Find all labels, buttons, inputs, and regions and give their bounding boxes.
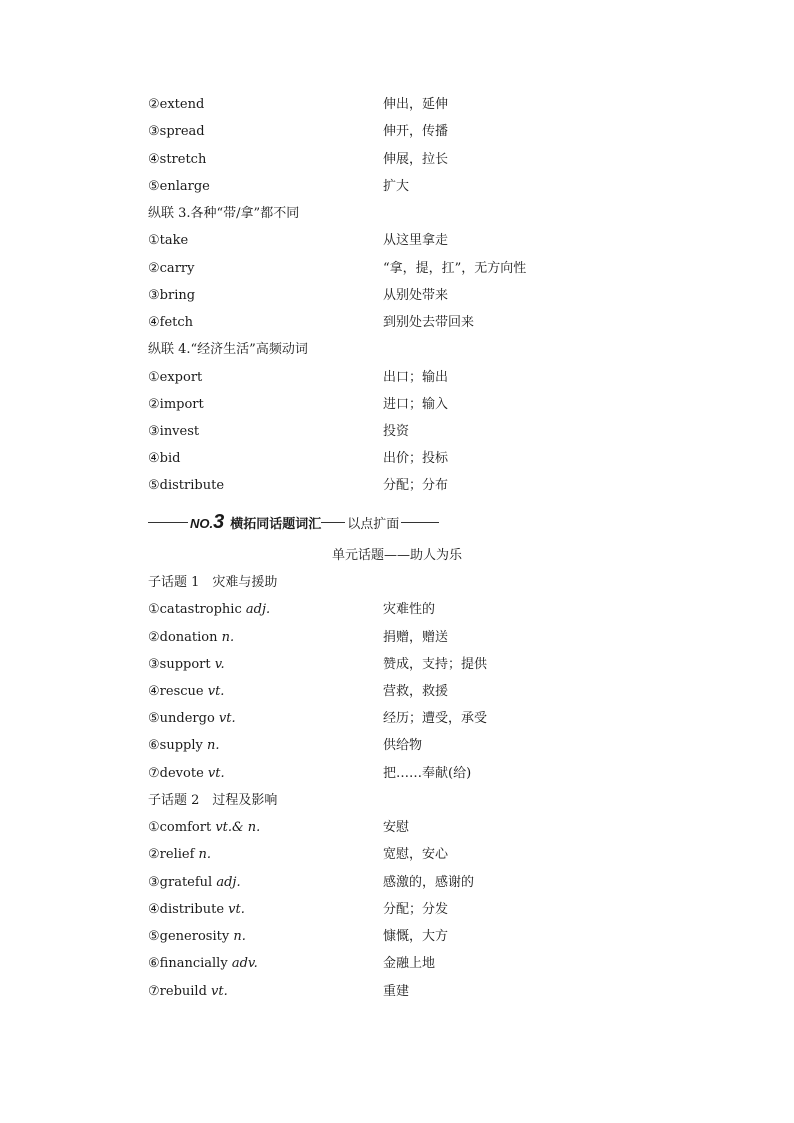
definition: 从别处带来 bbox=[383, 288, 449, 303]
vocab-row bbox=[148, 448, 708, 470]
term: ③bring bbox=[148, 288, 196, 303]
vocab-row bbox=[148, 681, 708, 703]
definition: 把……奉献(给) bbox=[383, 766, 472, 781]
vocab-row bbox=[148, 844, 708, 866]
part-of-speech: n. bbox=[198, 847, 212, 862]
definition: 营救，救援 bbox=[383, 684, 449, 699]
vocab-row bbox=[148, 230, 708, 252]
divider-line bbox=[321, 522, 345, 523]
term: ④rescue vt. bbox=[148, 684, 225, 699]
term: ④fetch bbox=[148, 315, 194, 330]
part-of-speech: vt. bbox=[218, 711, 236, 726]
part-of-speech: adj. bbox=[245, 602, 271, 617]
section-title: 横拓同话题词汇 bbox=[230, 516, 322, 532]
definition: 宽慰，安心 bbox=[383, 847, 449, 862]
divider-line bbox=[148, 522, 188, 523]
term: ③invest bbox=[148, 424, 200, 439]
term: ①export bbox=[148, 370, 203, 385]
term: ①catastrophic adj. bbox=[148, 602, 271, 617]
vocab-row bbox=[148, 475, 708, 497]
part-of-speech: vt. bbox=[207, 766, 225, 781]
definition: 投资 bbox=[383, 424, 410, 439]
term: ②extend bbox=[148, 97, 205, 112]
definition: 重建 bbox=[383, 984, 410, 999]
definition: 慷慨，大方 bbox=[383, 929, 449, 944]
definition: 赞成，支持；提供 bbox=[383, 657, 488, 672]
definition: 安慰 bbox=[383, 820, 410, 835]
definition: 到别处去带回来 bbox=[383, 315, 475, 330]
term: ②donation n. bbox=[148, 630, 235, 645]
part-of-speech: n. bbox=[233, 929, 246, 944]
section-banner bbox=[148, 510, 464, 534]
part-of-speech: n. bbox=[207, 738, 220, 753]
term: ⑤generosity n. bbox=[148, 929, 246, 944]
definition: 分配；分布 bbox=[383, 478, 449, 493]
vocab-row bbox=[148, 285, 708, 307]
term: ④distribute vt. bbox=[148, 902, 245, 917]
unit-topic-heading: 单元话题——助人为乐 bbox=[331, 548, 462, 563]
definition: 供给物 bbox=[383, 738, 423, 753]
part-of-speech: vt.& n. bbox=[215, 820, 261, 835]
part-of-speech: adj. bbox=[216, 875, 241, 890]
vocab-row bbox=[148, 926, 708, 948]
vocab-row bbox=[148, 899, 708, 921]
definition: 捐赠，赠送 bbox=[383, 630, 449, 645]
vocab-row bbox=[148, 817, 708, 839]
vocab-row bbox=[148, 953, 708, 975]
term: ⑦rebuild vt. bbox=[148, 984, 228, 999]
vocab-row bbox=[148, 872, 708, 894]
vocab-row bbox=[148, 149, 708, 171]
term: ⑥supply n. bbox=[148, 738, 220, 753]
vocab-row bbox=[148, 763, 708, 785]
group-heading: 纵联 4.“经济生活”高频动词 bbox=[148, 342, 308, 357]
definition: 分配；分发 bbox=[383, 902, 449, 917]
definition: “拿，提，扛”，无方向性 bbox=[383, 261, 527, 276]
vocab-row bbox=[148, 981, 708, 1003]
definition: 伸开，传播 bbox=[383, 124, 449, 139]
part-of-speech: v. bbox=[214, 657, 225, 672]
definition: 从这里拿走 bbox=[383, 233, 449, 248]
group-heading: 纵联 3.各种“带/拿”都不同 bbox=[148, 206, 300, 221]
definition: 扩大 bbox=[383, 179, 410, 194]
vocab-row bbox=[148, 421, 708, 443]
term: ④bid bbox=[148, 451, 181, 466]
part-of-speech: vt. bbox=[211, 984, 228, 999]
definition: 金融上地 bbox=[383, 956, 436, 971]
vocab-row bbox=[148, 394, 708, 416]
vocab-row bbox=[148, 708, 708, 730]
divider-line bbox=[401, 522, 439, 523]
vocab-row bbox=[148, 176, 708, 198]
term: ⑤enlarge bbox=[148, 179, 210, 194]
term: ⑤distribute bbox=[148, 478, 225, 493]
definition: 感激的，感谢的 bbox=[383, 875, 475, 890]
part-of-speech: vt. bbox=[207, 684, 225, 699]
vocab-row bbox=[148, 258, 708, 280]
term: ③support v. bbox=[148, 657, 225, 672]
part-of-speech: n. bbox=[221, 630, 235, 645]
section-number: NO.3 bbox=[190, 510, 225, 533]
vocab-row bbox=[148, 599, 708, 621]
term: ①take bbox=[148, 233, 189, 248]
term: ⑦devote vt. bbox=[148, 766, 225, 781]
vocab-row bbox=[148, 312, 708, 334]
term: ②carry bbox=[148, 261, 195, 276]
term: ②import bbox=[148, 397, 204, 412]
term: ①comfort vt.& n. bbox=[148, 820, 261, 835]
part-of-speech: adv. bbox=[231, 956, 258, 971]
vocab-row bbox=[148, 121, 708, 143]
subtopic-heading: 子话题 2 过程及影响 bbox=[148, 793, 278, 808]
subtopic-heading: 子话题 1 灾难与援助 bbox=[148, 575, 278, 590]
definition: 进口；输入 bbox=[383, 397, 449, 412]
vocab-row bbox=[148, 627, 708, 649]
definition: 出口；输出 bbox=[383, 370, 449, 385]
vocab-row bbox=[148, 367, 708, 389]
part-of-speech: vt. bbox=[228, 902, 245, 917]
vocab-row bbox=[148, 654, 708, 676]
term: ②relief n. bbox=[148, 847, 212, 862]
definition: 伸出，延伸 bbox=[383, 97, 449, 112]
term: ⑥financially adv. bbox=[148, 956, 258, 971]
term: ③spread bbox=[148, 124, 205, 139]
term: ③grateful adj. bbox=[148, 875, 241, 890]
definition: 出价；投标 bbox=[383, 451, 449, 466]
definition: 经历；遭受，承受 bbox=[383, 711, 488, 726]
definition: 伸展，拉长 bbox=[383, 152, 449, 167]
term: ④stretch bbox=[148, 152, 207, 167]
vocab-row bbox=[148, 94, 708, 116]
definition: 灾难性的 bbox=[383, 602, 436, 617]
vocab-row bbox=[148, 735, 708, 757]
section-subtitle: 以点扩面 bbox=[347, 516, 400, 532]
term: ⑤undergo vt. bbox=[148, 711, 236, 726]
